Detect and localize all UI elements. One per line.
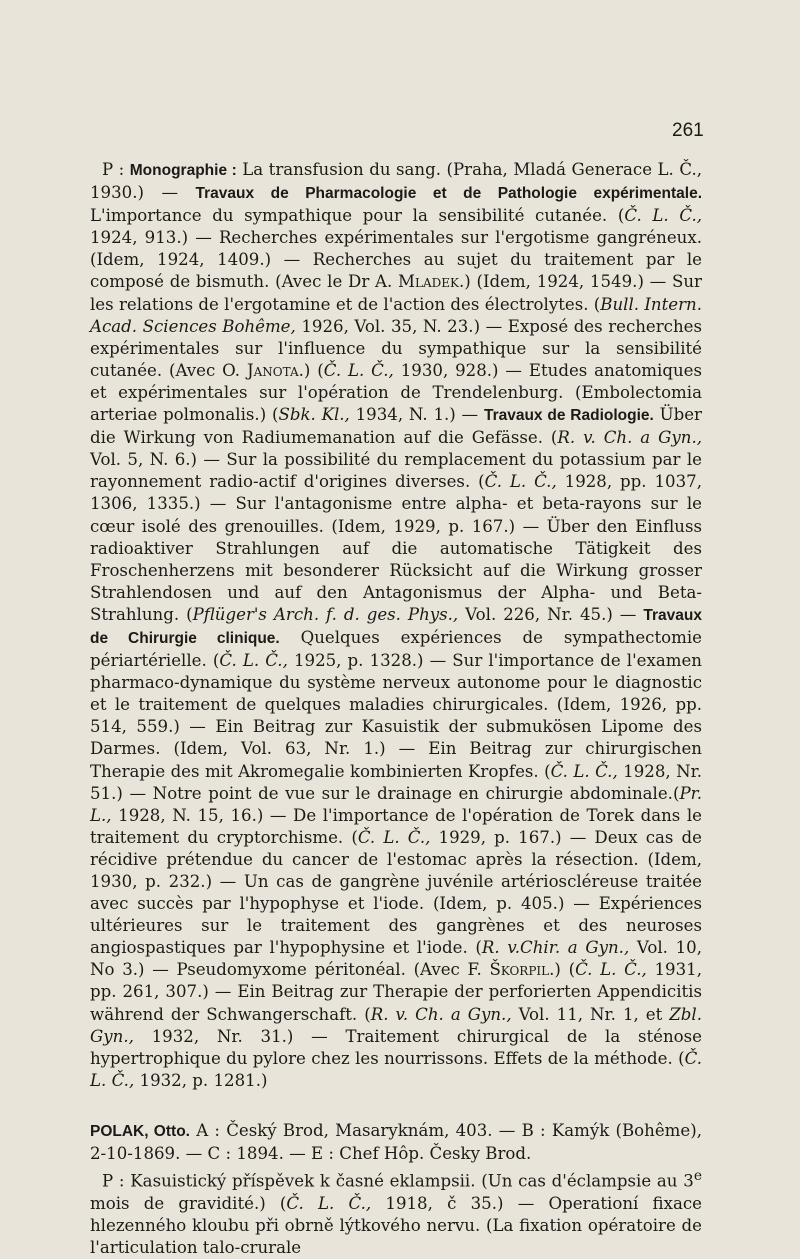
journal-citation: Pflüger's Arch. f. d. ges. Phys., xyxy=(192,604,459,624)
text-run: La transfusion du sang. (Praha, Mladá Generace L. Č., 1930.) — xyxy=(90,160,702,203)
text-run: 1930, 928.) — Etudes anatomiques et expérimentales sur l'opération de Trendelenburg. (Embolectomia arteriae polmonalis.) ( xyxy=(90,360,702,425)
journal-citation: Pr. L., xyxy=(90,783,702,825)
text-run: P : xyxy=(102,160,130,179)
text-run: ) (Idem, 1924, 1549.) — Sur les relations de l'ergotamine et de l'action des électrolytes. ( xyxy=(90,272,702,314)
journal-citation: Č. L. Č., xyxy=(624,206,702,226)
text-run: Vol. 226, Nr. 45.) — xyxy=(458,604,644,624)
text-run: 1928, pp. 1037, 1306, 1335.) — Sur l'antagonisme entre alpha- et beta-rayons sur le cœur isolé des grenouilles. (Idem, 1929, p. 167.) — Über den Einfluss radioaktiver Strahlungen auf die automatische Tätigkeit des Froschenherzens mit besonderer Rücksicht auf die Wirkung grosser Strahlendosen und auf den Antagonismus der Alpha- und Beta-Strahlung. ( xyxy=(90,472,702,624)
coauthor-name: Škorpil. xyxy=(489,960,555,980)
journal-citation: Bull. Intern. Acad. Sciences Bohême, xyxy=(90,294,702,336)
section-heading-monographie: Monographie : xyxy=(129,162,237,179)
entry-name: POLAK, Otto. xyxy=(90,1122,190,1140)
journal-citation: Č. L. Č., xyxy=(90,1048,702,1090)
section-heading-chirurgie: Travaux de Chirurgie clinique. xyxy=(90,606,702,647)
journal-citation: Č. L. Č., xyxy=(323,360,394,380)
text-run: 1931, pp. 261, 307.) — Ein Beitrag zur Therapie der perforierten Appendicitis während der Schwangerschaft. ( xyxy=(90,960,702,1024)
text-run: Quelques expériences de sympathectomie périartérielle. ( xyxy=(90,627,702,671)
journal-citation: R. v. Ch. a Gyn., xyxy=(370,1004,512,1024)
page-number: 261 xyxy=(672,120,704,141)
entry-separator xyxy=(90,1092,702,1120)
journal-citation: Č. L. Č., xyxy=(484,472,557,492)
text-run: 1932, Nr. 31.) — Traitement chirurgical de la sténose hypertrophique du pylore chez les nourrissons. Effets de la méthode. ( xyxy=(90,1026,702,1068)
text-run: L'importance du sympathique pour la sensibilité cutanée. ( xyxy=(90,206,625,226)
entry-paragraph-polak-publications xyxy=(90,1165,702,1259)
text-run: P : Kasuistický příspěvek k časné eklampsii. (Un cas d'éclampsie au 3 xyxy=(102,1171,694,1191)
text-run: 1926, Vol. 35, N. 23.) — Exposé des recherches expérimentales sur l'influence du sympathique sur la sensibilité cutanée. (Avec O. xyxy=(90,316,702,380)
text-run: 1918, č 35.) — Operationí fixace hlezenného kloubu při obrně lýtkového nervu. (La fixation opératoire de l'articulation talo-crurale xyxy=(90,1193,702,1257)
journal-citation: R. v.Chir. a Gyn., xyxy=(481,938,630,958)
text-run: ) ( xyxy=(554,960,576,980)
text-run: 1925, p. 1328.) — Sur l'importance de l'examen pharmaco-dynamique du système nerveux autonome pour le diagnostic et le traitement de quelques maladies chirurgicales. (Idem, 1926, pp. 514, 559.) — Ein Beitrag zur Kasuistik der submukösen Lipome des Darmes. (Idem, Vol. 63, Nr. 1.) — Ein Beitrag zur chirurgischen Therapie des mit Akromegalie kombinierten Kropfes. ( xyxy=(90,651,702,781)
text-run: Vol. 5, N. 6.) — Sur la possibilité du remplacement du potassium par le rayonnement radio-actif d'origines diverses. ( xyxy=(90,450,702,492)
coauthor-name: Mladek. xyxy=(398,272,465,292)
text-run: 1928, Nr. 51.) — Notre point de vue sur le drainage en chirurgie abdominale.( xyxy=(90,761,702,803)
journal-citation: Č. L. Č., xyxy=(219,651,288,671)
text-run: 1929, p. 167.) — Deux cas de récidive prétendue du cancer de l'estomac après la résection. (Idem, 1930, p. 232.) — Un cas de gangrène juvénile artérioscléreuse traitée avec succès par l'hypophyse et l'iode. (Idem, p. 405.) — Expériences ultérieures sur le traitement des gangrènes et des neuroses angiospastiques par l'hypophysine et l'iode. ( xyxy=(90,827,702,958)
text-run: Vol. 10, No 3.) — Pseudomyxome péritonéal. (Avec F. xyxy=(90,938,702,980)
journal-citation: Č. L. Č., xyxy=(357,827,431,847)
section-heading-pharmacologie: Travaux de Pharmacologie et de Pathologie expérimentale. xyxy=(195,185,703,203)
text-run: 1924, 913.) — Recherches expérimentales sur l'ergotisme gangréneux. (Idem, 1924, 1409.) — Recherches au sujet du traitement par le composé de bismuth. (Avec le Dr A. xyxy=(90,228,702,292)
text-run: Über die Wirkung von Radiumemanation auf die Gefässe. ( xyxy=(90,405,702,448)
section-heading-radiologie: Travaux de Radiologie. xyxy=(483,407,654,425)
journal-citation: Č. L. Č., xyxy=(575,960,647,980)
journal-citation: Sbk. Kl., xyxy=(278,405,350,425)
text-run: 1932, p. 1281.) xyxy=(134,1070,268,1090)
text-column xyxy=(90,159,702,1259)
journal-citation: Č. L. Č., xyxy=(286,1193,372,1213)
journal-citation: Zbl. Gyn., xyxy=(90,1004,703,1046)
text-run: 1934, N. 1.) — xyxy=(349,405,484,425)
text-run: Vol. 11, Nr. 1, et xyxy=(511,1004,670,1024)
journal-citation: R. v. Ch. a Gyn., xyxy=(557,428,702,448)
coauthor-name: Janota. xyxy=(246,360,304,380)
journal-citation: Č. L. Č., xyxy=(550,761,618,781)
entry-header-polak xyxy=(90,1120,702,1165)
text-run: 1928, N. 15, 16.) — De l'importance de l'opération de Torek dans le traitement du cryptorchisme. ( xyxy=(90,805,702,847)
superscript: e xyxy=(693,1168,702,1185)
text-run: mois de gravidité.) ( xyxy=(90,1193,287,1213)
text-run: ) ( xyxy=(303,360,324,380)
text-run: A : Český Brod, Masaryknám, 403. — B : Kamýk (Bohême), 2-10-1869. — C : 1894. — E : Chef Hôp. Česky Brod. xyxy=(90,1120,702,1164)
entry-paragraph-publications xyxy=(90,159,702,1092)
